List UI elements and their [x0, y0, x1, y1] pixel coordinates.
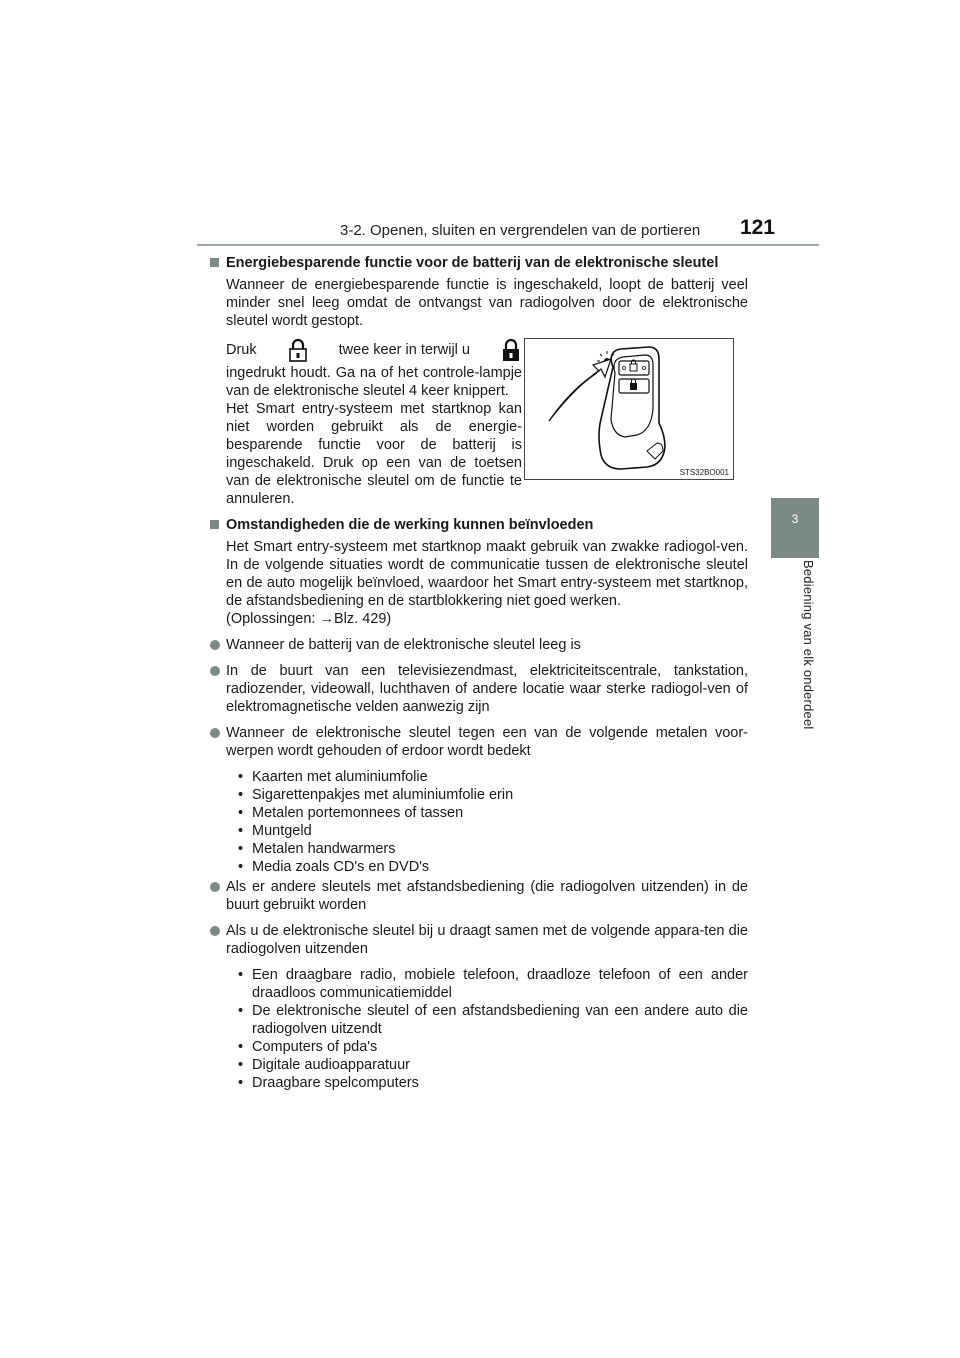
instruction-start: Druk: [226, 342, 257, 358]
figure-code: STS32BO001: [679, 468, 729, 477]
list-item: • Digitale audioapparatuur: [238, 1056, 748, 1074]
list-item: • Draagbare spelcomputers: [238, 1074, 748, 1092]
instruction-line: [226, 336, 522, 364]
section1-intro: Wanneer de energiebesparende functie is ingeschakeld, loopt de batterij veel minder snel leeg omdat de ontvangst van radiogolven door de elektronische sleutel wordt gestopt.: [226, 277, 748, 329]
bullet-dot-icon: [210, 728, 220, 738]
radio-devices-list: [238, 966, 748, 1092]
bullet-dot-icon: [210, 882, 220, 892]
list-item: • De elektronische sleutel of een afstandsbediening van een andere auto die radiogolven uitzendt: [238, 1002, 748, 1038]
section1-instruction-block: [226, 336, 522, 508]
header-divider: [197, 244, 819, 246]
heading-square-icon: [210, 258, 219, 267]
lock-filled-icon: [500, 336, 522, 364]
list-item: • Metalen portemonnees of tassen: [238, 804, 748, 822]
bullet-dot-icon: [210, 640, 220, 650]
section1-note: Het Smart entry-systeem met startknop kan niet worden gebruikt als de energie-besparende functie voor de batterij is ingeschakeld. Druk op een van de toetsen van de elektronische sleutel om de functie te annuleren.: [226, 401, 522, 507]
list-item: • Muntgeld: [238, 822, 748, 840]
section2-heading: Omstandigheden die de werking kunnen beïnvloeden: [210, 516, 748, 534]
list-item: • Metalen handwarmers: [238, 840, 748, 858]
section-title: 3-2. Openen, sluiten en vergrendelen van de portieren: [340, 222, 701, 239]
lock-icon: [287, 336, 309, 364]
chapter-tab: [771, 498, 819, 558]
list-item: • Sigarettenpakjes met aluminiumfolie erin: [238, 786, 748, 804]
instruction-rest: ingedrukt houdt. Ga na of het controle-lampje van de elektronische sleutel 4 keer knippert.: [226, 365, 522, 399]
heading-square-icon: [210, 520, 219, 529]
list-item: Als u de elektronische sleutel bij u draagt samen met de volgende appara-ten die radiogolven uitzenden: [210, 922, 748, 958]
page-number: 121: [739, 216, 775, 239]
list-item: • Een draagbare radio, mobiele telefoon, draadloze telefoon of een ander draadloos communicatiemiddel: [238, 966, 748, 1002]
page-content: [210, 254, 748, 1092]
list-item: • Media zoals CD's en DVD's: [238, 858, 748, 876]
bullet-dot-icon: [210, 666, 220, 676]
list-item: • Computers of pda's: [238, 1038, 748, 1056]
list-item: Wanneer de elektronische sleutel tegen een van de volgende metalen voor-werpen wordt gehouden of erdoor wordt bedekt: [210, 724, 748, 760]
chapter-title: Bediening van elk onderdeel: [801, 560, 816, 730]
section2-intro: Het Smart entry-systeem met startknop maakt gebruik van zwakke radiogol-ven. In de volgende situaties wordt de communicatie tussen de elektronische sleutel en de auto mogelijk beïnvloed, waardoor het Smart entry-systeem met startknop, de afstandsbediening en de startblokkering niet goed werken. (Oplossingen: →Blz. 429): [226, 539, 748, 627]
solutions-reference: (Oplossingen: →Blz. 429): [226, 611, 392, 627]
instruction-mid: twee keer in terwijl u: [338, 342, 470, 358]
metal-objects-list: [238, 768, 748, 876]
section1-heading: Energiebesparende functie voor de batterij van de elektronische sleutel: [210, 254, 748, 272]
list-item: • Kaarten met aluminiumfolie: [238, 768, 748, 786]
page-header: [340, 218, 775, 246]
chapter-number: 3: [791, 512, 799, 526]
bullet-dot-icon: [210, 926, 220, 936]
list-item: In de buurt van een televisiezendmast, elektriciteitscentrale, tankstation, radiozender, videowall, luchthaven of andere locatie waar sterke radiogol-ven of elektromagnetische velden aanwezig zijn: [210, 662, 748, 716]
list-item: Als er andere sleutels met afstandsbediening (die radiogolven uitzenden) in de buurt gebruikt worden: [210, 878, 748, 914]
list-item: Wanneer de batterij van de elektronische sleutel leeg is: [210, 636, 748, 654]
